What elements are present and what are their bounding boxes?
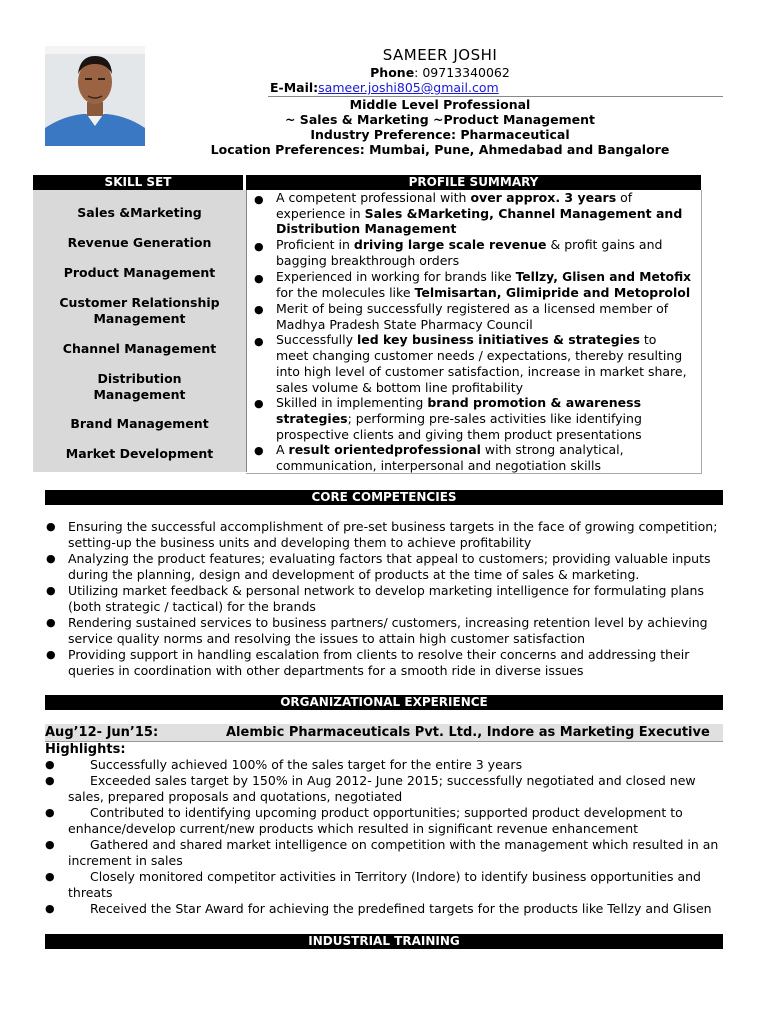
- profile-summary-line: Distribution Management: [276, 221, 457, 236]
- skill-item: Customer Relationship: [59, 295, 220, 310]
- profile-summary-line: Experienced in working for brands like Tellzy, Glisen and Metofix: [276, 269, 692, 284]
- profile-summary-line: Madhya Pradesh State Pharmacy Council: [276, 317, 533, 332]
- profile-summary-line: meet changing customer needs / expectations, thereby resulting: [276, 348, 683, 363]
- headline-industry: Industry Preference: Pharmaceutical: [310, 127, 570, 142]
- profile-summary-line: A result orientedprofessional with strong analytical,: [276, 442, 624, 457]
- highlights-label: Highlights:: [45, 742, 126, 757]
- skill-item: Product Management: [63, 265, 216, 280]
- skill-set-heading: SKILL SET: [33, 175, 243, 190]
- bullet-icon: ●: [254, 335, 264, 348]
- skill-item: Management: [93, 311, 186, 326]
- profile-summary-line: Proficient in driving large scale revenue & profit gains and: [276, 237, 663, 252]
- headline-functions: ~ Sales & Marketing ~Product Management: [284, 112, 595, 127]
- experience-company: Alembic Pharmaceuticals Pvt. Ltd., Indore as Marketing Executive: [226, 725, 710, 740]
- bullet-icon: ●: [45, 774, 55, 787]
- person-photo-icon: [45, 46, 145, 146]
- experience-period: Aug’12- Jun’15:: [45, 725, 159, 740]
- email-link[interactable]: sameer.joshi805@gmail.com: [318, 80, 499, 95]
- profile-photo: [45, 46, 145, 146]
- core-competency-line: setting-up the business units and developing them to achieve profitability: [68, 535, 532, 550]
- experience-highlight-line: increment in sales: [68, 853, 183, 868]
- experience-highlight-line: threats: [68, 885, 113, 900]
- bullet-icon: ●: [254, 397, 264, 410]
- experience-highlight-line: enhance/develop current/new products which resulted in significant revenue enhancement: [68, 821, 639, 836]
- core-competency-line: service quality norms and resolving the issues to attain high customer satisfaction: [68, 631, 586, 646]
- experience-highlight-line: Received the Star Award for achieving the predefined targets for the products like Tellzy and Glisen: [90, 901, 712, 916]
- bullet-icon: ●: [46, 616, 56, 629]
- skill-item: Management: [93, 387, 186, 402]
- skill-item: Channel Management: [62, 341, 217, 356]
- bullet-icon: ●: [46, 552, 56, 565]
- core-competency-line: Providing support in handling escalation from clients to resolve their concerns and addressing their: [68, 647, 690, 662]
- bullet-icon: ●: [254, 240, 264, 253]
- core-competency-line: during the planning, design and development of products at the time of sales & marketing.: [68, 567, 640, 582]
- email-label: E-Mail:: [270, 80, 319, 95]
- experience-highlight-line: Gathered and shared market intelligence on competition with the management which resulted in an: [90, 837, 719, 852]
- bullet-icon: ●: [46, 648, 56, 661]
- experience-highlights-list: [0, 757, 768, 927]
- core-competency-line: Utilizing market feedback & personal network to develop marketing intelligence for formulating plans: [68, 583, 704, 598]
- bullet-icon: ●: [254, 303, 264, 316]
- bullet-icon: ●: [46, 520, 56, 533]
- candidate-name: SAMEER JOSHI: [382, 46, 498, 64]
- profile-summary-line: communication, interpersonal and negotiation skills: [276, 458, 602, 473]
- experience-highlight-line: Contributed to identifying upcoming product opportunities; supported product development to: [90, 805, 683, 820]
- profile-summary-heading: PROFILE SUMMARY: [246, 175, 701, 190]
- core-competency-line: Analyzing the product features; evaluating factors that appeal to customers; providing valuable inputs: [68, 551, 711, 566]
- profile-summary-line: Skilled in implementing brand promotion & awareness: [276, 395, 642, 410]
- skill-item: Brand Management: [70, 416, 209, 431]
- profile-summary-line: sales volume & bottom line profitability: [276, 380, 524, 395]
- profile-summary-line: prospective clients and giving them product presentations: [276, 427, 642, 442]
- profile-summary-line: strategies; performing pre-sales activities like identifying: [276, 411, 642, 426]
- profile-summary-line: into high level of customer satisfaction, increase in market share,: [276, 364, 687, 379]
- skill-item: Market Development: [65, 446, 214, 461]
- core-competency-line: Rendering sustained services to business partners/ customers, increasing retention level by achieving: [68, 615, 708, 630]
- bullet-icon: ●: [254, 193, 264, 206]
- bullet-icon: ●: [45, 838, 55, 851]
- phone-label: Phone: [370, 65, 415, 80]
- core-competency-line: queries in coordination with other departments for a smooth ride in diverse issues: [68, 663, 584, 678]
- skill-item: Sales &Marketing: [77, 205, 202, 220]
- phone-value: : 09713340062: [414, 65, 510, 80]
- organizational-experience-heading: ORGANIZATIONAL EXPERIENCE: [45, 695, 723, 710]
- bullet-icon: ●: [45, 902, 55, 915]
- headline-locations: Location Preferences: Mumbai, Pune, Ahmedabad and Bangalore: [210, 142, 670, 157]
- profile-summary-line: Successfully led key business initiatives & strategies to: [276, 332, 657, 347]
- phone-line: [260, 65, 620, 80]
- profile-summary-panel: [246, 190, 702, 474]
- experience-highlight-line: sales, prepared proposals and quotations, negotiated: [68, 789, 403, 804]
- bullet-icon: ●: [46, 584, 56, 597]
- core-competency-line: Ensuring the successful accomplishment of pre-set business targets in the face of growing competition;: [68, 519, 718, 534]
- experience-highlight-line: Closely monitored competitor activities in Territory (Indore) to identify business opportunities and: [90, 869, 701, 884]
- profile-summary-line: bagging breakthrough orders: [276, 253, 460, 268]
- experience-highlight-line: Successfully achieved 100% of the sales target for the entire 3 years: [90, 757, 523, 772]
- bullet-icon: ●: [254, 272, 264, 285]
- skill-set-panel: [33, 190, 247, 472]
- bullet-icon: ●: [254, 444, 264, 457]
- profile-summary-line: A competent professional with over approx. 3 years of: [276, 190, 633, 205]
- skill-item: Distribution: [97, 371, 182, 386]
- bullet-icon: ●: [45, 870, 55, 883]
- profile-summary-line: Merit of being successfully registered as a licensed member of: [276, 301, 669, 316]
- experience-highlight-line: Exceeded sales target by 150% in Aug 2012- June 2015; successfully negotiated and closed new: [90, 773, 696, 788]
- core-competencies-heading: CORE COMPETENCIES: [45, 490, 723, 505]
- bullet-icon: ●: [45, 758, 55, 771]
- industrial-training-heading: INDUSTRIAL TRAINING: [45, 934, 723, 949]
- skill-item: Revenue Generation: [67, 235, 212, 250]
- headline-title: Middle Level Professional: [349, 97, 531, 112]
- core-competency-line: (both strategic / tactical) for the brands: [68, 599, 316, 614]
- profile-summary-line: for the molecules like Telmisartan, Glimipride and Metoprolol: [276, 285, 691, 300]
- core-competencies-list: [0, 519, 768, 689]
- profile-summary-line: experience in Sales &Marketing, Channel Management and: [276, 206, 683, 221]
- email-line: [270, 80, 499, 95]
- bullet-icon: ●: [45, 806, 55, 819]
